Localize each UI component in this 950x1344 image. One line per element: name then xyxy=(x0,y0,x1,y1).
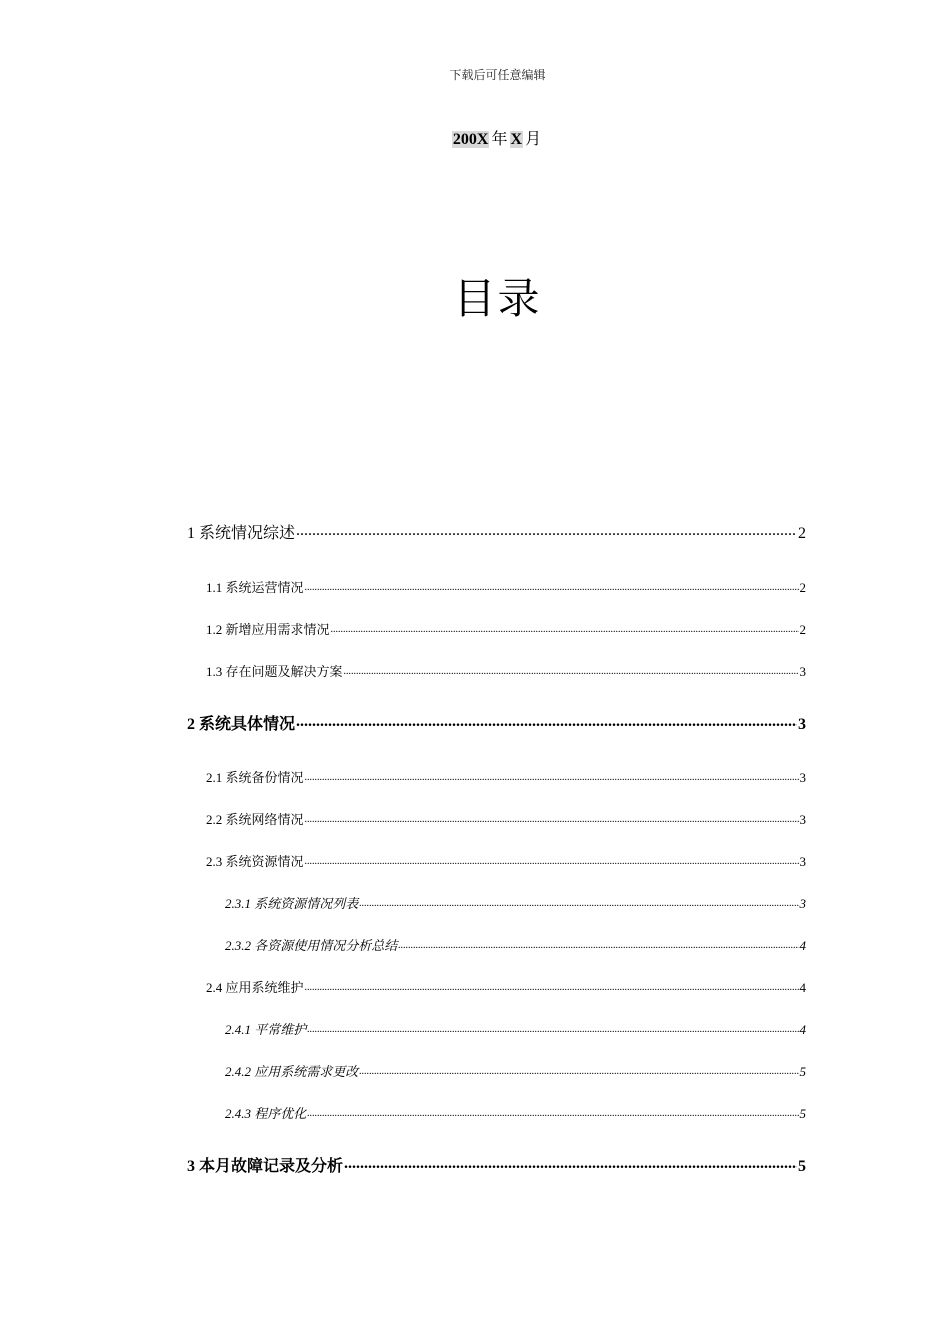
toc-entry-2-4[interactable] xyxy=(206,977,806,996)
toc-entry-page: 3 xyxy=(799,896,806,911)
toc-leader-dots xyxy=(307,1021,798,1034)
toc-entry-2-4-1[interactable] xyxy=(225,1019,806,1038)
toc-entry-2[interactable] xyxy=(187,711,806,734)
toc-leader-dots xyxy=(359,895,798,908)
date-month-suffix: 月 xyxy=(525,131,542,148)
toc-entry-label: 2.3.1 系统资源情况列表 xyxy=(225,896,359,911)
toc-leader-dots xyxy=(359,1063,798,1076)
toc-entry-label: 1.3 存在问题及解决方案 xyxy=(206,664,343,679)
toc-entry-2-3[interactable] xyxy=(206,851,806,870)
toc-entry-1-3[interactable] xyxy=(206,661,806,680)
toc-entry-page: 4 xyxy=(799,1022,806,1037)
toc-entry-1-2[interactable] xyxy=(206,619,806,638)
toc-entry-label: 2.3 系统资源情况 xyxy=(206,854,304,869)
toc-leader-dots xyxy=(296,713,797,729)
toc-leader-dots xyxy=(344,663,799,676)
toc-leader-dots xyxy=(398,937,798,950)
toc-entry-2-4-3[interactable] xyxy=(225,1103,806,1122)
toc-entry-label: 2.4.3 程序优化 xyxy=(225,1106,307,1121)
toc-leader-dots xyxy=(305,579,799,592)
toc-entry-2-3-1[interactable] xyxy=(225,893,806,912)
header-note: 下载后可任意编辑 xyxy=(449,68,546,82)
toc-entry-page: 5 xyxy=(799,1064,806,1079)
toc-entry-page: 2 xyxy=(799,580,806,595)
toc-entry-page: 3 xyxy=(799,812,806,827)
toc-entry-label: 2.3.2 各资源使用情况分析总结 xyxy=(225,938,398,953)
toc-entry-label: 2 系统具体情况 xyxy=(187,716,296,733)
toc-leader-dots xyxy=(305,853,799,866)
toc-entry-label: 2.4.1 平常维护 xyxy=(225,1022,307,1037)
toc-entry-page: 3 xyxy=(799,770,806,785)
date-month: X xyxy=(510,131,523,148)
toc-entry-label: 1.2 新增应用需求情况 xyxy=(206,622,330,637)
toc-entry-label: 3 本月故障记录及分析 xyxy=(187,1158,344,1175)
toc-entry-page: 3 xyxy=(799,664,806,679)
toc-entry-2-2[interactable] xyxy=(206,809,806,828)
toc-entry-3[interactable] xyxy=(187,1153,806,1176)
toc-entry-label: 2.4 应用系统维护 xyxy=(206,980,304,995)
toc-entry-label: 2.1 系统备份情况 xyxy=(206,770,304,785)
toc-entry-1[interactable] xyxy=(187,520,806,543)
toc-entry-page: 3 xyxy=(798,716,806,733)
date-year: 200X xyxy=(452,131,489,148)
toc-entry-page: 3 xyxy=(799,854,806,869)
toc-leader-dots xyxy=(307,1105,798,1118)
page-title: 目录 xyxy=(453,274,542,323)
toc-leader-dots xyxy=(331,621,799,634)
toc-entry-2-3-2[interactable] xyxy=(225,935,806,954)
toc-entry-page: 2 xyxy=(798,525,806,542)
toc-entry-page: 5 xyxy=(798,1158,806,1175)
toc-entry-page: 5 xyxy=(799,1106,806,1121)
toc-entry-page: 4 xyxy=(799,938,806,953)
toc-leader-dots xyxy=(305,811,799,824)
toc-entry-page: 4 xyxy=(799,980,806,995)
toc-entry-2-4-2[interactable] xyxy=(225,1061,806,1080)
toc-leader-dots xyxy=(305,769,799,782)
toc-leader-dots xyxy=(344,1155,797,1171)
toc-entry-label: 2.2 系统网络情况 xyxy=(206,812,304,827)
toc-entry-label: 1 系统情况综述 xyxy=(187,525,296,542)
toc-leader-dots xyxy=(296,522,797,538)
toc-entry-2-1[interactable] xyxy=(206,767,806,786)
toc-entry-page: 2 xyxy=(799,622,806,637)
toc-entry-label: 1.1 系统运营情况 xyxy=(206,580,304,595)
toc-entry-1-1[interactable] xyxy=(206,577,806,596)
date-year-suffix: 年 xyxy=(491,131,508,148)
toc-leader-dots xyxy=(305,979,799,992)
toc-entry-label: 2.4.2 应用系统需求更改 xyxy=(225,1064,359,1079)
